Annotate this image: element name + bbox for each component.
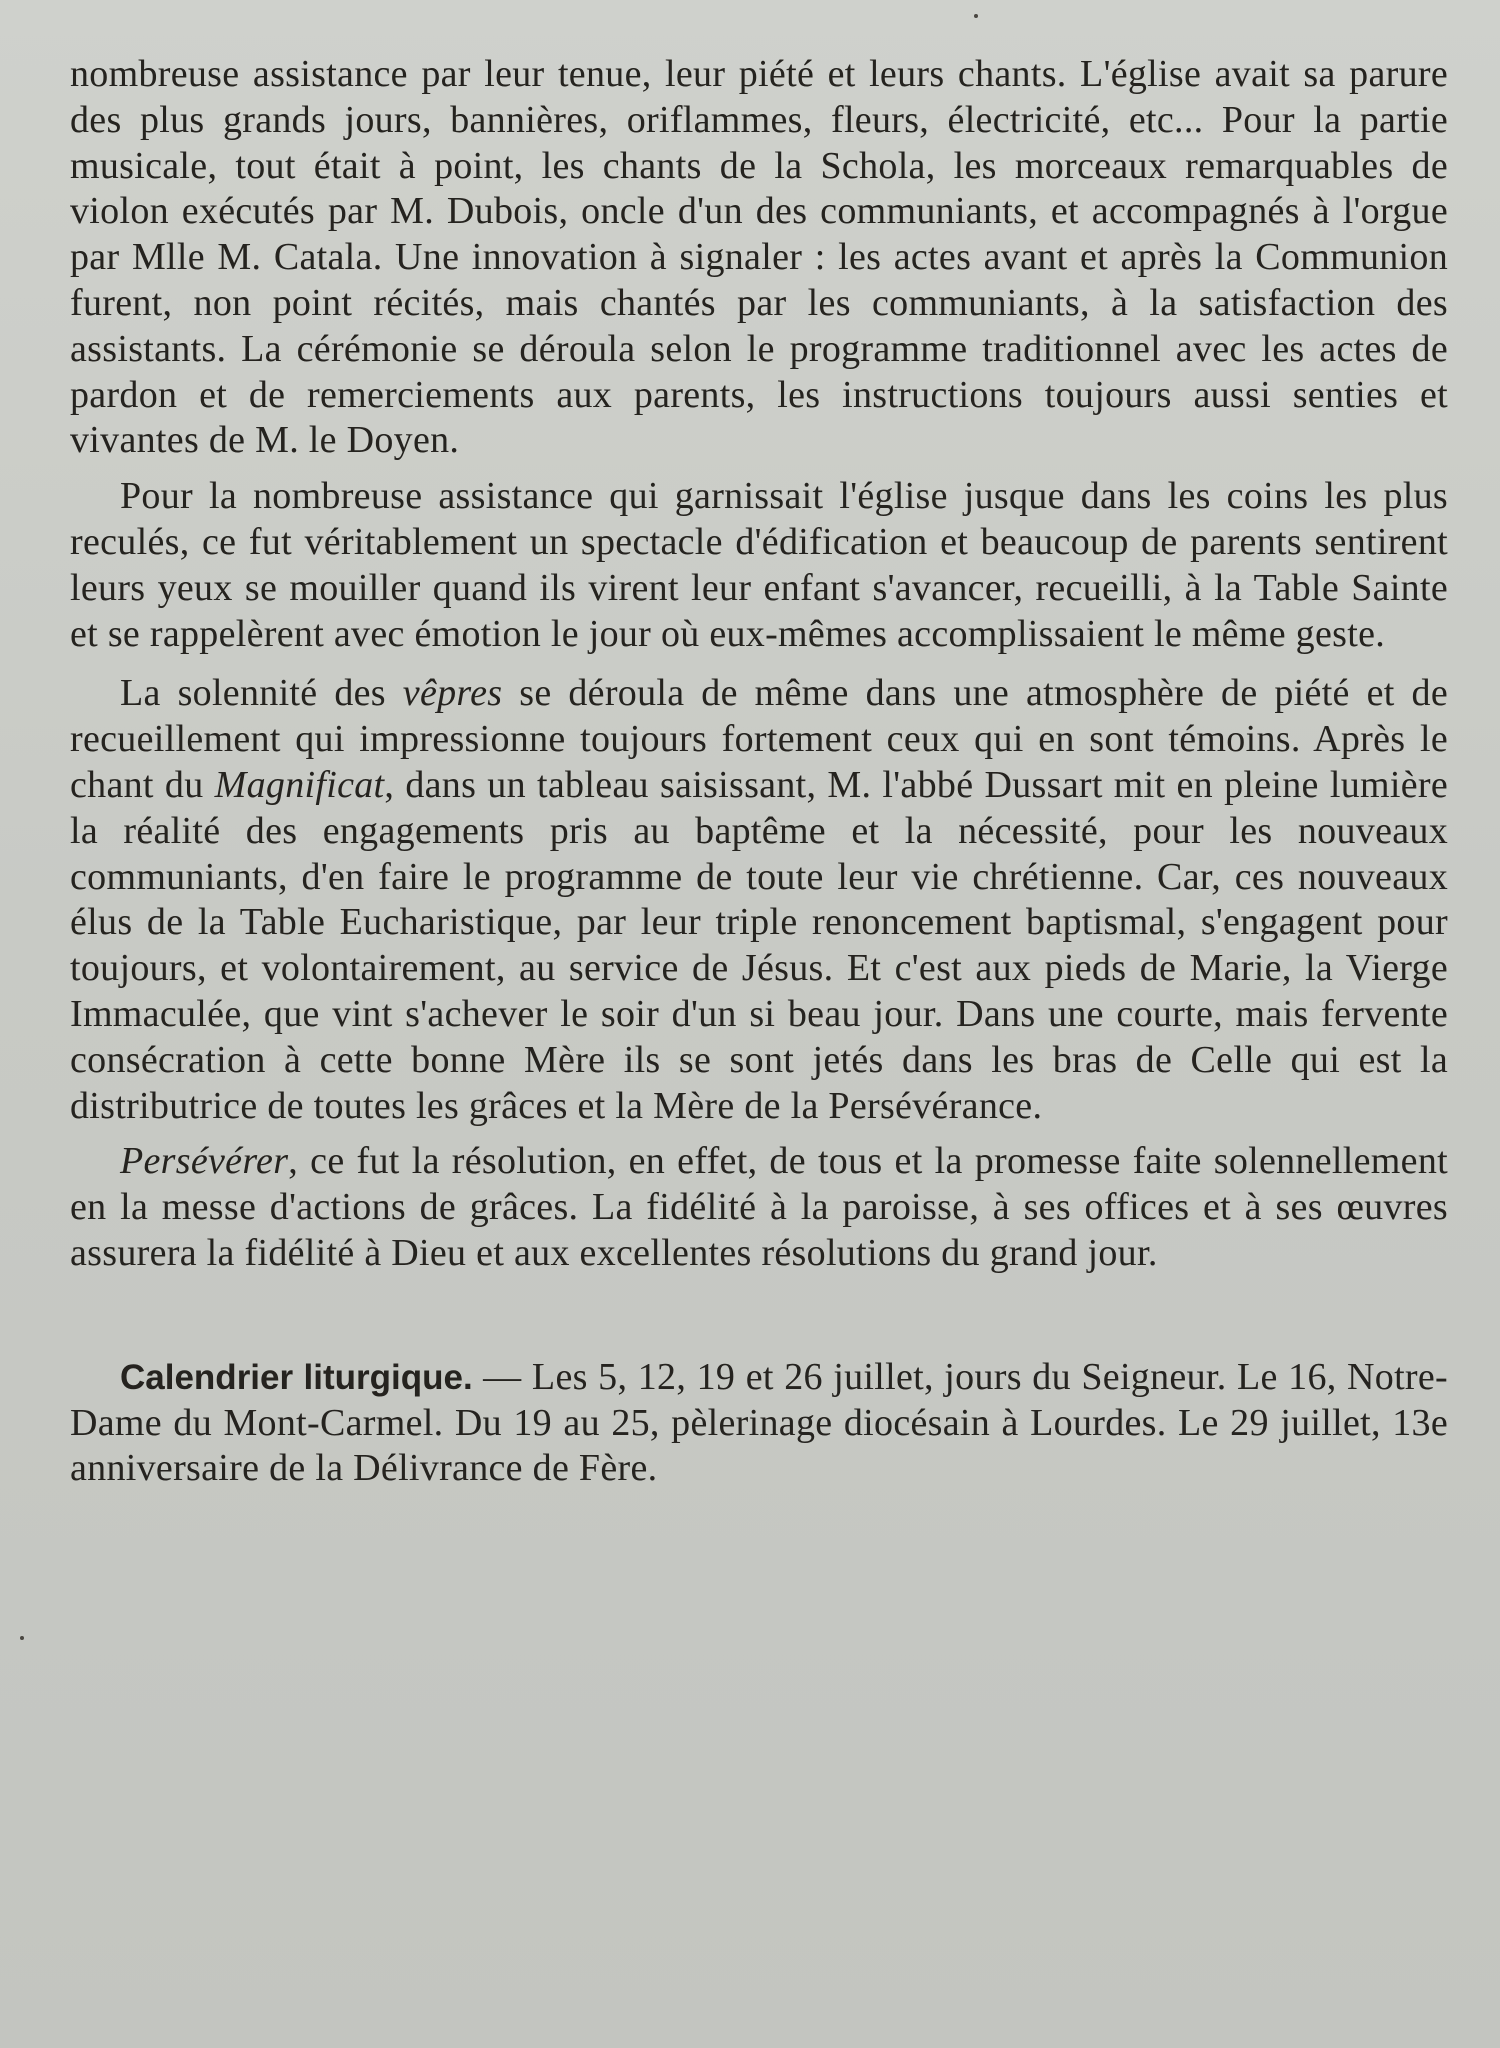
- paper-speck: [20, 1636, 24, 1640]
- perseverer-italic: Persévérer: [120, 1140, 289, 1183]
- calendrier-heading: Calendrier liturgique.: [120, 1357, 473, 1397]
- paragraph-vepres: [70, 671, 1448, 1129]
- perseverer-text: , ce fut la résolution, en effet, de tous et la promesse faite solennellement en la messe d'actions de grâces. La fidélité à la paroisse, à ses offices et à ses œuvres assurera la fidélité à Dieu et aux excellentes résolutions du grand jour.: [70, 1140, 1448, 1274]
- magnificat-italic: Magnificat: [214, 763, 385, 806]
- paper-speck: [974, 14, 978, 18]
- vepres-text-2: se déroula de même dans une atmosphère de piété et de recueillement qui impressionne toujours fortement ceux qui en sont témoins. Après le chant du: [70, 672, 1448, 806]
- vepres-text-3: , dans un tableau saisissant, M. l'abbé Dussart mit en pleine lumière la réalité des engagements pris au baptême et la nécessité, pour les nouveaux communiants, d'en faire le programme de toute leur vie chrétienne. Car, ces nouveaux élus de la Table Eucharistique, par leur triple renoncement baptismal, s'engagent pour toujours, et volontairement, au service de Jésus. Et c'est aux pieds de Marie, la Vierge Immaculée, que vint s'achever le soir d'un si beau jour. Dans une courte, mais fervente consécration à cette bonne Mère ils se sont jetés dans les bras de Celle qui est la distributrice de toutes les grâces et la Mère de la Persévérance.: [70, 763, 1449, 1127]
- paragraph-calendrier: [70, 1355, 1448, 1492]
- paragraph-perseverer: [70, 1139, 1448, 1276]
- calendrier-text: — Les 5, 12, 19 et 26 juillet, jours du Seigneur. Le 16, Notre-Dame du Mont-Carmel. Du 19 au 25, pèlerinage diocésain à Lourdes. Le 29 juillet, 13e anniversaire de la Délivrance de Fère.: [70, 1355, 1449, 1490]
- vepres-text-1: La solennité des: [120, 672, 403, 715]
- paragraph-assistance: Pour la nombreuse assistance qui garnissait l'église jusque dans les coins les plus reculés, ce fut véritablement un spectacle d'édification et beaucoup de parents sentirent leurs yeux se mouiller quand ils virent leur enfant s'avancer, recueilli, à la Table Sainte et se rappelèrent avec émotion le jour où eux-mêmes accomplissaient le même geste.: [70, 475, 1448, 655]
- paragraph-ceremony: nombreuse assistance par leur tenue, leur piété et leurs chants. L'église avait sa parure des plus grands jours, bannières, oriflammes, fleurs, électricité, etc... Pour la partie musicale, tout était à point, les chants de la Schola, les morceaux remarquables de violon exécutés par M. Dubois, oncle d'un des communiants, et accompagnés à l'orgue par Mlle M. Catala. Une innovation à signaler : les actes avant et après la Communion furent, non point récités, mais chantés par les communiants, à la satisfaction des assistants. La cérémonie se déroula selon le programme traditionnel avec les actes de pardon et de remerciements aux parents, les instructions toujours aussi senties et vivantes de M. le Doyen.: [70, 53, 1448, 462]
- vepres-italic: vêpres: [402, 672, 503, 715]
